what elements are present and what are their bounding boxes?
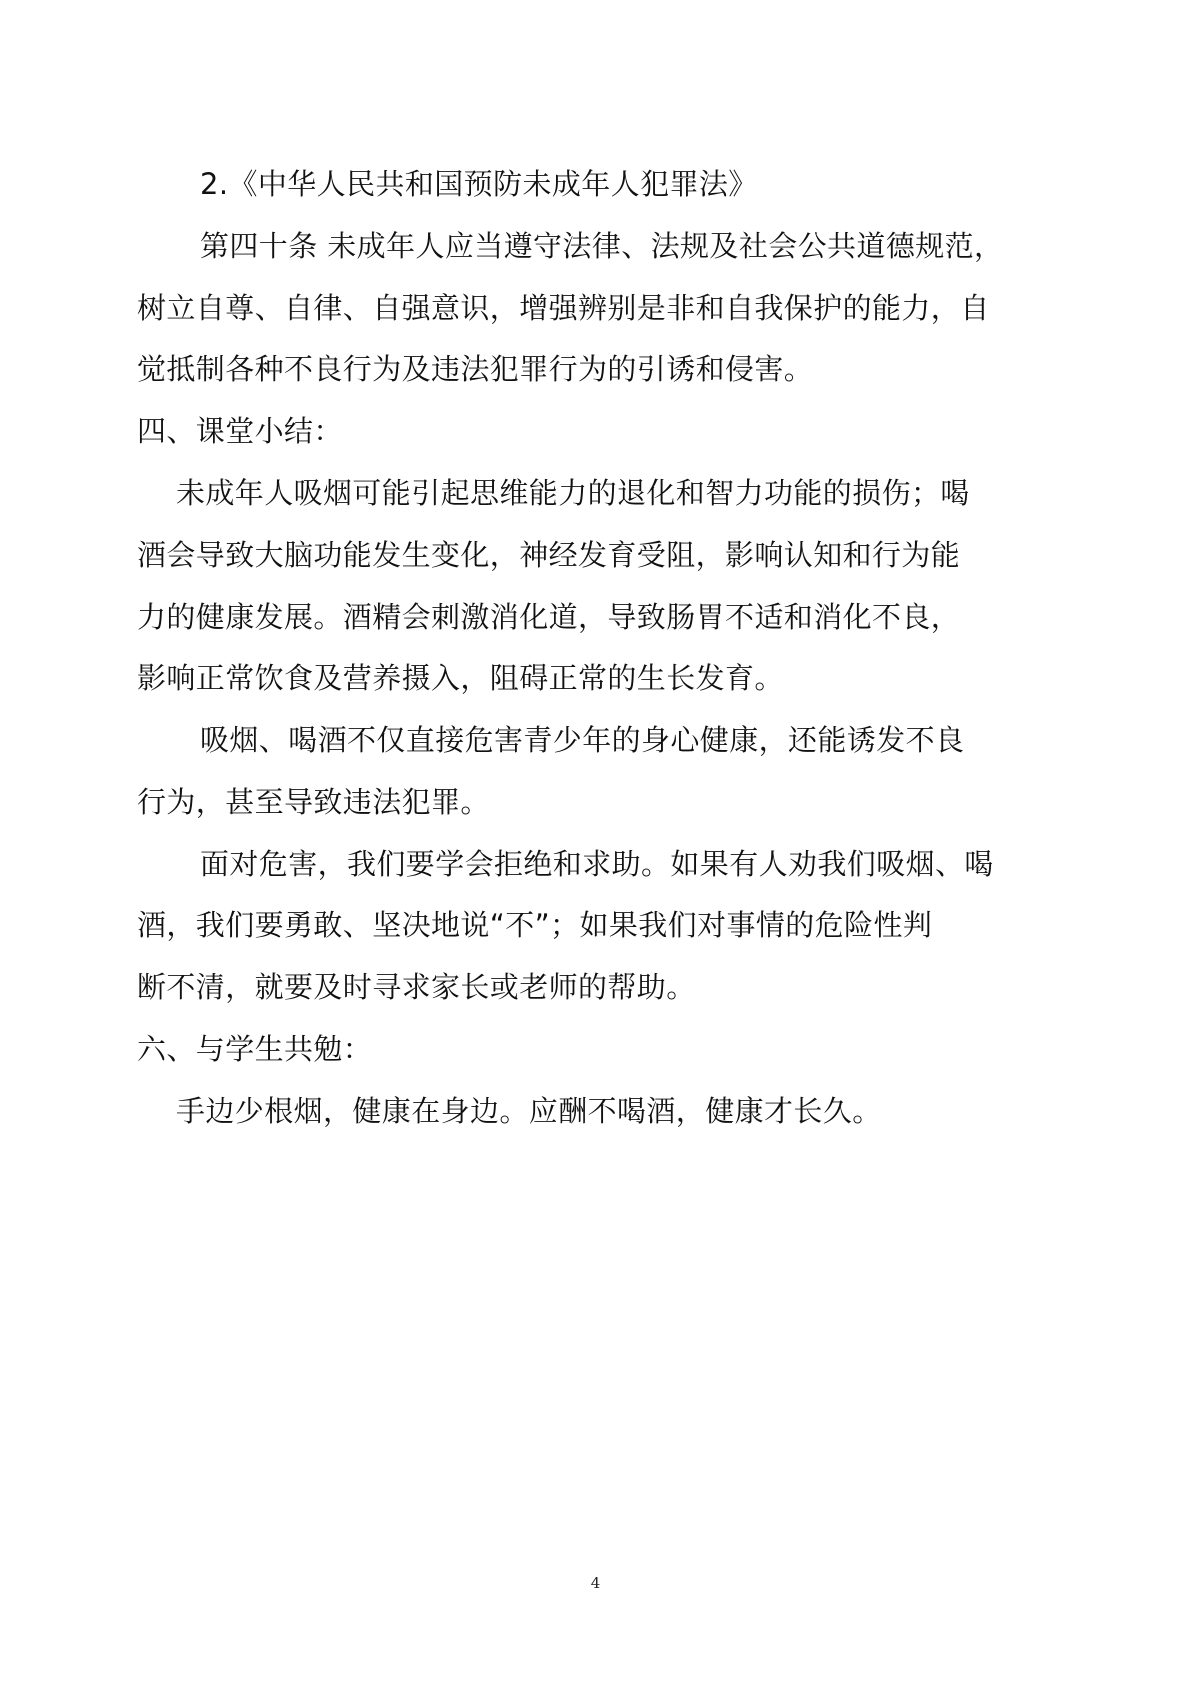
article-forty-line-2: 树立自尊、自律、自强意识，增强辨别是非和自我保护的能力，自 (137, 291, 990, 325)
article-forty-line-1: 第四十条 未成年人应当遵守法律、法规及社会公共道德规范， (200, 229, 1004, 263)
summary-paragraph-3-line-3: 断不清，就要及时寻求家长或老师的帮助。 (137, 970, 696, 1004)
article-forty-line-3: 觉抵制各种不良行为及违法犯罪行为的引诱和侵害。 (137, 352, 814, 386)
section-heading-encouragement: 六、与学生共勉： (137, 1032, 373, 1066)
section-heading-summary: 四、课堂小结： (137, 414, 343, 448)
summary-paragraph-3-line-2: 酒，我们要勇敢、坚决地说“不”；如果我们对事情的危险性判 (137, 908, 933, 942)
summary-paragraph-1-line-1: 未成年人吸烟可能引起思维能力的退化和智力功能的损伤；喝 (176, 476, 970, 510)
summary-paragraph-1-line-3: 力的健康发展。酒精会刺激消化道，导致肠胃不适和消化不良， (137, 600, 961, 634)
encouragement-line: 手边少根烟，健康在身边。应酬不喝酒，健康才长久。 (176, 1094, 882, 1128)
page-number: 4 (590, 1574, 601, 1592)
summary-paragraph-1-line-4: 影响正常饮食及营养摄入，阻碍正常的生长发育。 (137, 661, 784, 695)
summary-paragraph-3-line-1: 面对危害，我们要学会拒绝和求助。如果有人劝我们吸烟、喝 (200, 847, 994, 881)
summary-paragraph-2-line-1: 吸烟、喝酒不仅直接危害青少年的身心健康，还能诱发不良 (200, 723, 965, 757)
summary-paragraph-1-line-2: 酒会导致大脑功能发生变化，神经发育受阻，影响认知和行为能 (137, 538, 961, 572)
law-title-line: 2.《中华人民共和国预防未成年人犯罪法》 (200, 167, 758, 201)
summary-paragraph-2-line-2: 行为，甚至导致违法犯罪。 (137, 785, 490, 819)
